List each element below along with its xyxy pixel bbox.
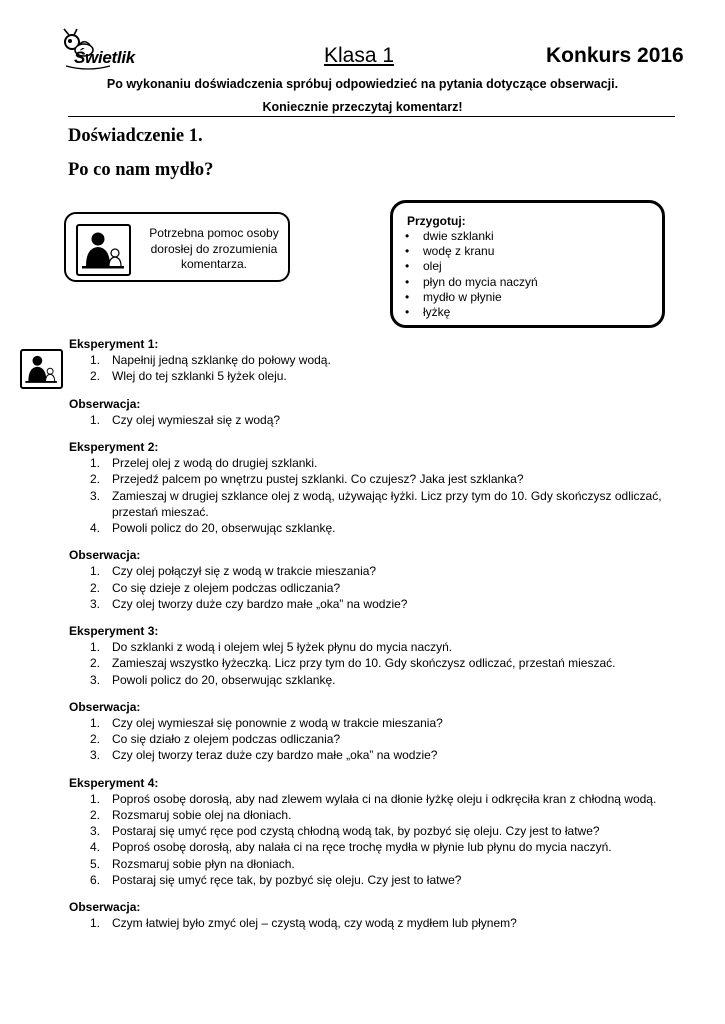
observation-4-section	[69, 899, 689, 931]
document-title: Doświadczenie 1.	[68, 126, 203, 146]
document-subtitle: Po co nam mydło?	[68, 160, 214, 180]
section-title: Eksperyment 1:	[69, 337, 159, 351]
list-item: 4. Powoli policz do 20, obserwując szklankę.	[90, 521, 336, 536]
material-item: • płyn do mycia naczyń	[405, 275, 538, 290]
logo-text: Świetlik	[74, 48, 135, 67]
list-item: 4. Poproś osobę dorosłą, aby nalała ci na ręce trochę mydła w płynie lub płynu do mycia naczyń.	[90, 840, 612, 855]
list-item: 2. Zamieszaj wszystko łyżeczką. Licz przy tym do 10. Gdy skończysz odliczać, przestań mieszać.	[90, 656, 616, 671]
intro-instruction: Po wykonaniu doświadczenia spróbuj odpowiedzieć na pytania dotyczące obserwacji.	[106, 77, 619, 91]
materials-list	[405, 229, 538, 320]
adult-helper-icon	[20, 349, 63, 389]
header-divider	[68, 116, 675, 117]
materials-box	[390, 200, 665, 328]
list-item: 3. Zamieszaj w drugiej szklance olej z wodą, używając łyżki. Licz przy tym do 10. Gdy skończysz odliczać, przestań mieszać.	[90, 488, 662, 519]
list-item: 1. Czym łatwiej było zmyć olej – czystą wodą, czy wodą z mydłem lub płynem?	[90, 916, 517, 931]
experiment-3-section	[69, 623, 689, 688]
list-item: 3. Postaraj się umyć ręce pod czystą chłodną wodą tak, by pozbyć się oleju. Czy jest to łatwe?	[90, 824, 600, 839]
help-note-text: Potrzebna pomoc osoby dorosłej do zrozumienia komentarza.	[149, 226, 279, 271]
list-item: 5. Rozsmaruj sobie płyn na dłoniach.	[90, 856, 295, 871]
list-item: 2. Rozsmaruj sobie olej na dłoniach.	[90, 808, 292, 823]
section-title: Eksperyment 3:	[69, 624, 159, 639]
list-item: 1. Poproś osobę dorosłą, aby nad zlewem wylała ci na dłonie łyżkę oleju i odkręciła kran z chłodną wodą.	[90, 791, 657, 806]
section-title: Obserwacja:	[69, 396, 141, 411]
observation-3-section	[69, 699, 689, 764]
list-item: 2. Co się działo z olejem podczas odliczania?	[90, 732, 341, 747]
contest-title: Konkurs 2016	[546, 44, 684, 67]
experiment-4-section	[69, 775, 689, 888]
experiment-2-section	[69, 439, 689, 536]
section-title: Obserwacja:	[69, 548, 141, 563]
intro-warning: Koniecznie przeczytaj komentarz!	[262, 100, 463, 114]
help-note-box	[64, 212, 290, 282]
section-title: Obserwacja:	[69, 900, 141, 915]
list-item: 3. Powoli policz do 20, obserwując szklankę.	[90, 672, 336, 687]
list-item: 1. Do szklanki z wodą i olejem wlej 5 łyżek płynu do mycia naczyń.	[90, 640, 453, 655]
adult-helper-icon	[76, 224, 131, 276]
list-item: 1. Czy olej wymieszał się z wodą?	[90, 412, 281, 427]
list-item: 6. Postaraj się umyć ręce tak, by pozbyć się oleju. Czy jest to łatwe?	[90, 872, 462, 887]
list-item: 2. Wlej do tej szklanki 5 łyżek oleju.	[90, 369, 287, 384]
material-item: • wodę z kranu	[405, 244, 538, 259]
material-item: • dwie szklanki	[405, 229, 538, 244]
material-item: • olej	[405, 259, 538, 274]
observation-2-section	[69, 547, 689, 612]
section-title: Obserwacja:	[69, 699, 141, 714]
list-item: 1. Napełnij jedną szklankę do połowy wodą.	[90, 353, 331, 368]
experiment-1-section	[69, 336, 689, 385]
list-item: 3. Czy olej tworzy teraz duże czy bardzo małe „oka” na wodzie?	[90, 748, 438, 763]
observation-1-section	[69, 396, 689, 428]
list-item: 2. Co się dzieje z olejem podczas odliczania?	[90, 580, 341, 595]
material-item: • mydło w płynie	[405, 290, 538, 305]
materials-title: Przygotuj:	[407, 214, 466, 228]
list-item: 3. Czy olej tworzy duże czy bardzo małe „oka” na wodzie?	[90, 596, 408, 611]
list-item: 1. Czy olej połączył się z wodą w trakcie mieszania?	[90, 564, 377, 579]
list-item: 2. Przejedź palcem po wnętrzu pustej szklanki. Co czujesz? Jaka jest szklanka?	[90, 472, 524, 487]
experiment-content	[69, 336, 689, 943]
section-title: Eksperyment 4:	[69, 775, 159, 790]
section-title: Eksperyment 2:	[69, 440, 159, 455]
list-item: 1. Przelej olej z wodą do drugiej szklanki.	[90, 456, 318, 471]
material-item: • łyżkę	[405, 305, 538, 320]
list-item: 1. Czy olej wymieszał się ponownie z wodą w trakcie mieszania?	[90, 716, 443, 731]
class-title: Klasa 1	[324, 44, 395, 67]
